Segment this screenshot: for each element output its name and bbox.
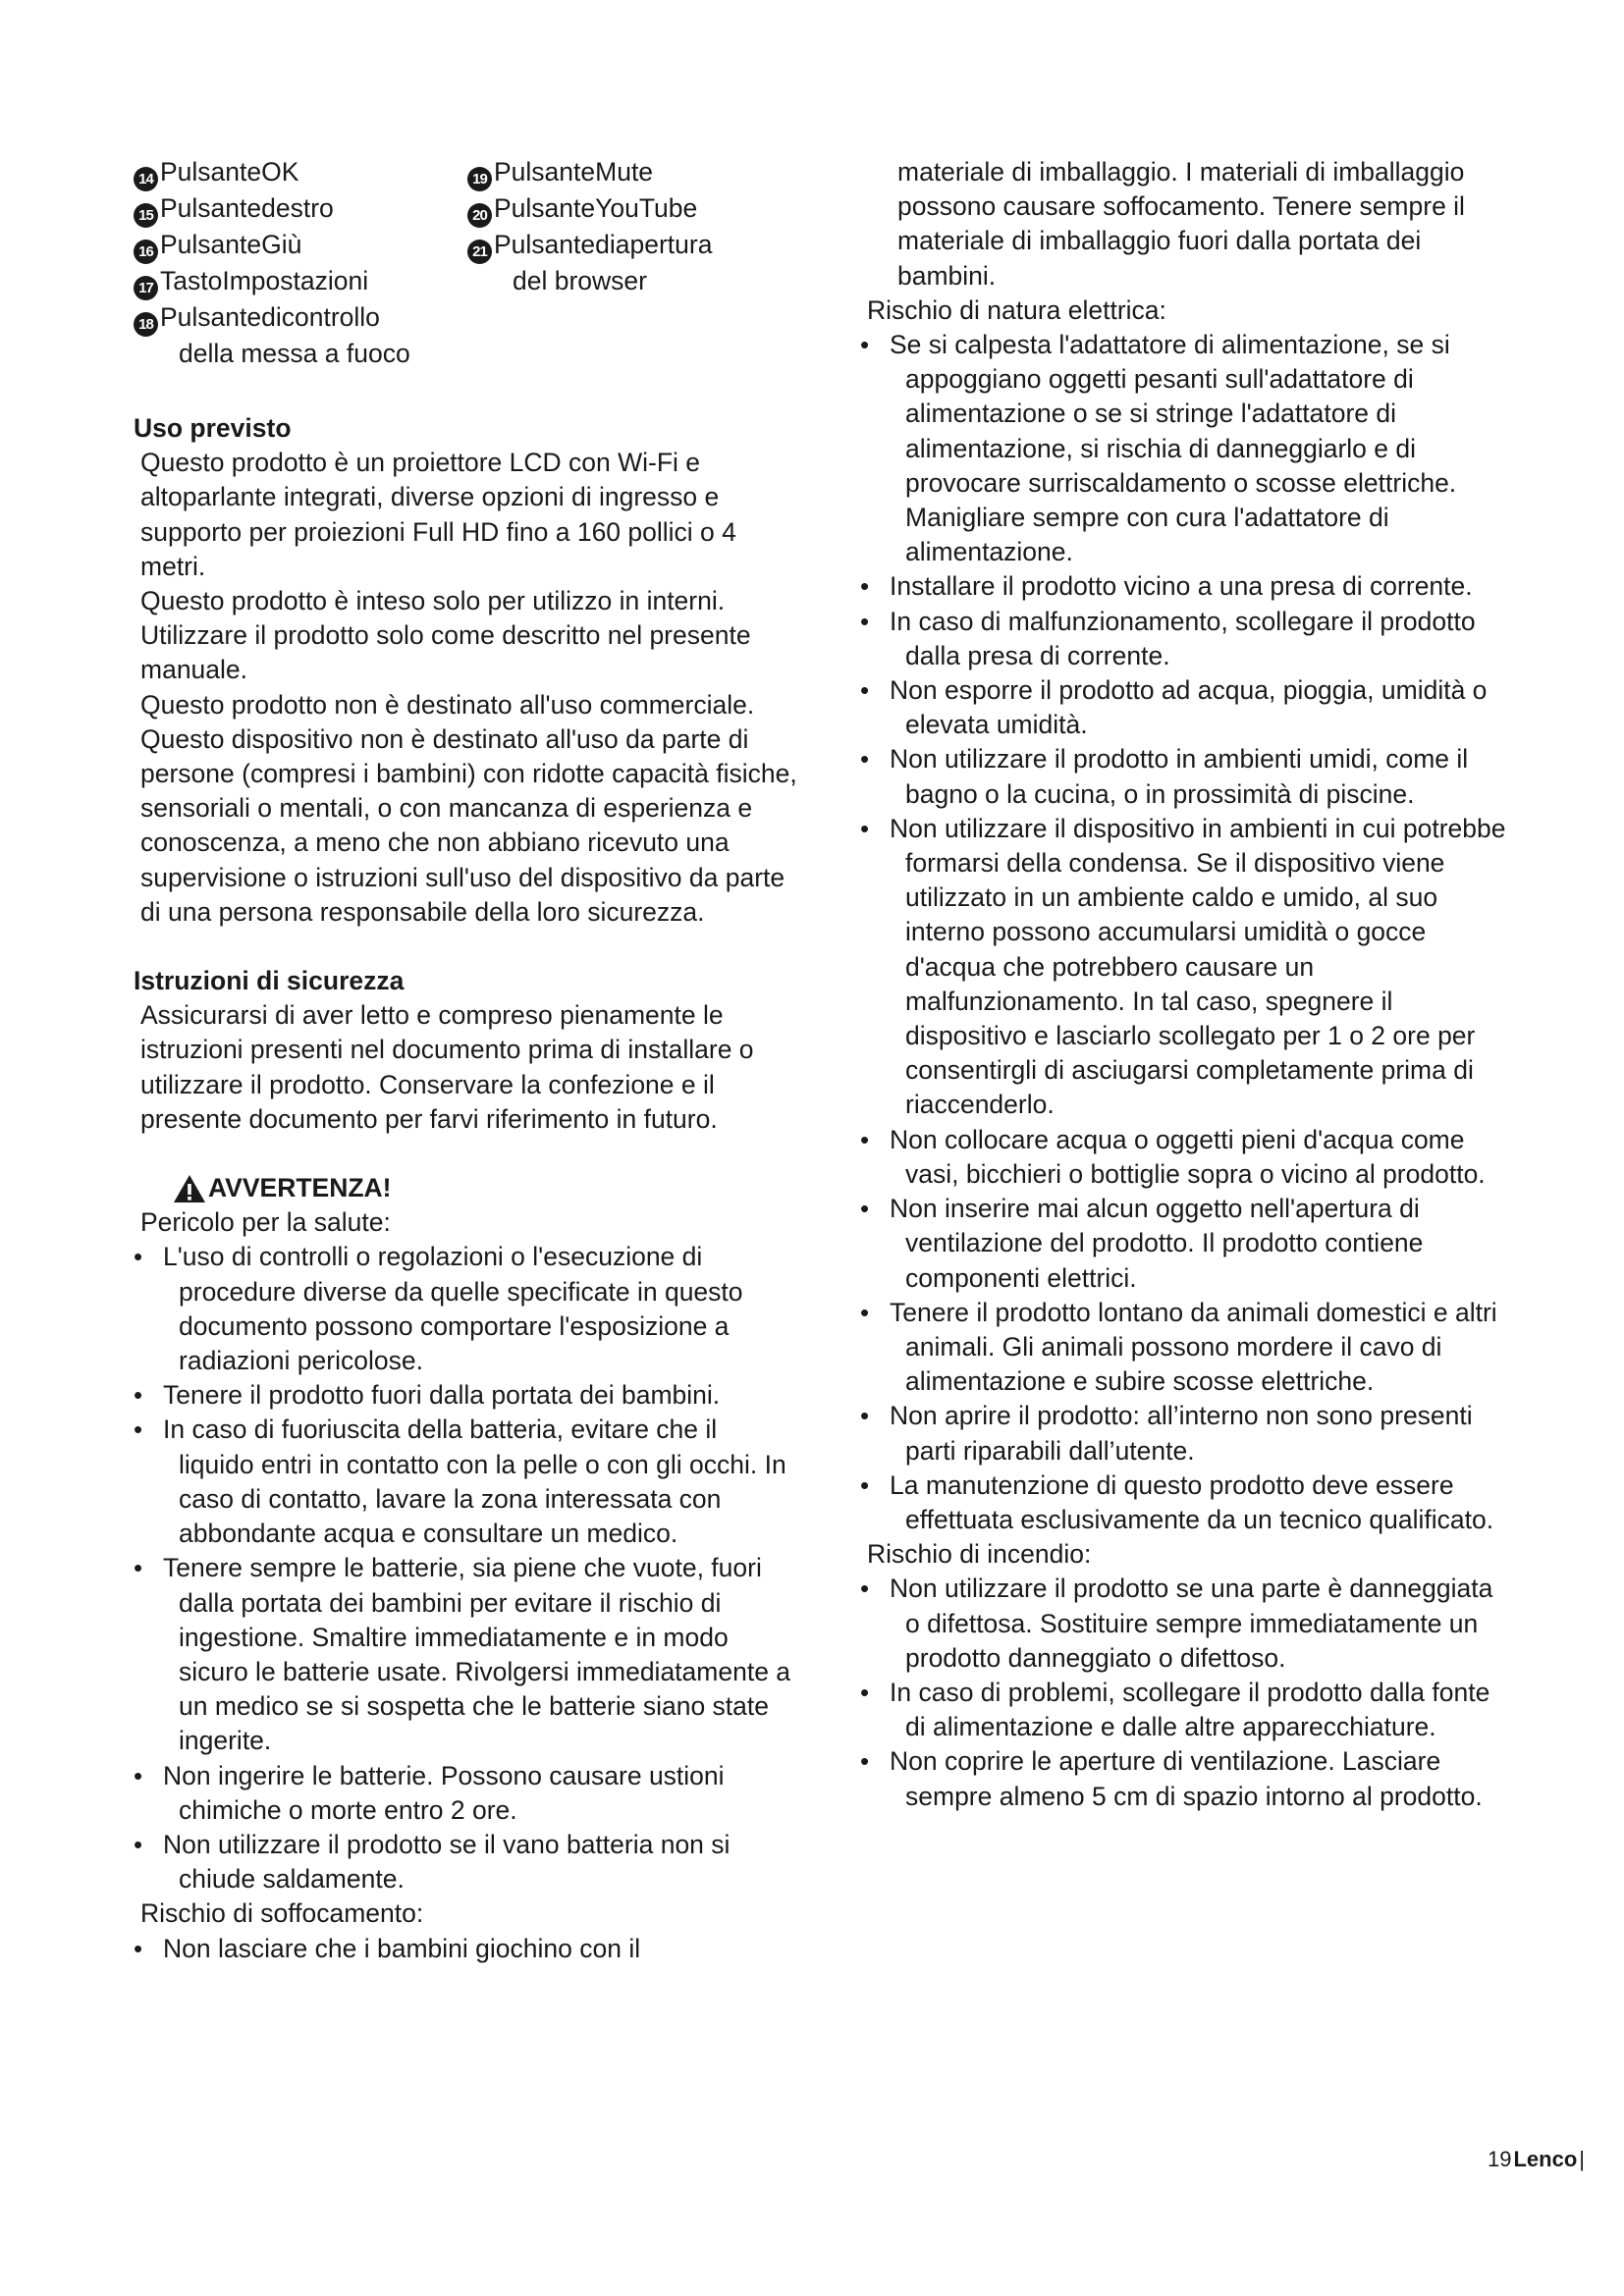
brand-name: Lenco [1513,2147,1578,2171]
list-item: • Non collocare acqua o oggetti pieni d'acqua come vasi, bicchieri o bottiglie sopra o vicino al prodotto. [860,1123,1508,1192]
list-item: • Non aprire il prodotto: all’interno non sono presenti parti riparabili dall’utente. [860,1399,1508,1468]
list-item: • Non utilizzare il dispositivo in ambienti in cui potrebbe formarsi della condensa. Se il dispositivo viene utilizzato in un ambiente caldo e umido, al suo interno possono accumularsi umidità o gocce d'acqua che potrebbero causare un malfunzionamento. In tal caso, spegnere il dispositivo e lasciarlo scollegato per 1 o 2 ore per consentirgli di asciugarsi completamente prima di riaccenderlo. [860,812,1508,1123]
list-item: • Non inserire mai alcun oggetto nell'apertura di ventilazione del prodotto. Il prodotto contiene componenti elettrici. [860,1192,1508,1296]
paragraph: Questo dispositivo non è destinato all'uso da parte di persone (compresi i bambini) con ridotte capacità fisiche, sensoriali o mentali, o con mancanza di esperienza e conoscenza, a meno che non abbiano ricevuto una supervisione o istruzioni sull'uso del dispositivo da parte di una persona responsabile della loro sicurezza. [140,723,797,927]
bullet-list-salute [134,1240,797,1896]
list-item: • Non utilizzare il prodotto se una parte è danneggiata o difettosa. Sostituire sempre immediatamente un prodotto danneggiato o difettoso. [860,1572,1508,1676]
number-badge: 21 [467,240,492,264]
number-badge: 19 [467,167,492,191]
list-item-continuation: materiale di imballaggio. I materiali di imballaggio possono causare soffocamento. Tenere sempre il materiale di imballaggio fuori dalla portata dei bambini. [897,157,1465,291]
key-item: 18 Pulsantedicontrollo [134,300,458,337]
number-badge: 20 [467,203,492,228]
number-badge: 15 [134,203,158,228]
paragraph: Questo prodotto è un proiettore LCD con Wi-Fi e altoparlante integrati, diverse opzioni di ingresso e supporto per proiezioni Full HD fino a 160 pollici o 4 metri. [140,448,736,581]
list-item: • Non utilizzare il prodotto se il vano batteria non si chiude saldamente. [134,1828,797,1896]
list-item: • In caso di fuoriuscita della batteria, evitare che il liquido entri in contatto con la pelle o con gli occhi. In caso di contatto, lavare la zona interessata con abbondante acqua e consultare un medico. [134,1413,797,1551]
bullet-list-incendio [860,1572,1508,1813]
key-item: 15 Pulsantedestro [134,191,458,228]
subheading: Pericolo per la salute: [140,1207,391,1238]
bullet-list-elettrica [860,328,1508,1537]
warning-icon [173,1174,206,1203]
list-item: • Non ingerire le batterie. Possono causare ustioni chimiche o morte entro 2 ore. [134,1759,797,1828]
list-item: • La manutenzione di questo prodotto deve essere effettuata esclusivamente da un tecnico qualificato. [860,1468,1508,1537]
list-item: • Se si calpesta l'adattatore di alimentazione, se si appoggiano oggetti pesanti sull'adattatore di alimentazione o se si stringe l'adattatore di alimentazione, si rischia di danneggiarlo e di provocare surriscaldamento o scosse elettriche. Manigliare sempre con cura l'adattatore di alimentazione. [860,328,1508,569]
list-item: • Tenere il prodotto lontano da animali domestici e altri animali. Gli animali possono mordere il cavo di alimentazione e subire scosse elettriche. [860,1296,1508,1400]
list-item: • Tenere il prodotto fuori dalla portata dei bambini. [134,1378,797,1413]
list-item: • L'uso di controlli o regolazioni o l'esecuzione di procedure diverse da quelle specificate in questo documento possono comportare l'esposizione a radiazioni pericolose. [134,1240,797,1378]
number-badge: 16 [134,240,158,264]
key-item: 16 PulsanteGiù [134,228,458,264]
bullet-list-soffocamento [134,1932,797,1966]
number-badge: 18 [134,312,158,337]
heading-istruzioni-sicurezza: Istruzioni di sicurezza [134,966,405,996]
page-number: 19 [1488,2147,1512,2171]
number-badge: 14 [134,167,158,191]
right-column [860,155,1508,1814]
key-item: 20 PulsanteYouTube [467,191,791,228]
list-item: • Installare il prodotto vicino a una presa di corrente. [860,569,1508,604]
key-item: 14 PulsanteOK [134,155,458,191]
key-item: 17 TastoImpostazioni [134,264,458,300]
paragraph: Assicurarsi di aver letto e compreso pienamente le istruzioni presenti nel documento prima di installare o utilizzare il prodotto. Conservare la confezione e il presente documento per farvi riferimento in futuro. [140,1000,754,1134]
key-item: 19 PulsanteMute [467,155,791,191]
key-item-continuation: del browser [513,266,647,295]
key-item: 21 Pulsantediapertura [467,228,791,264]
heading-uso-previsto: Uso previsto [134,413,292,443]
subheading: Rischio di natura elettrica: [867,294,1166,325]
subheading: Rischio di soffocamento: [140,1898,424,1929]
list-item: • Tenere sempre le batterie, sia piene che vuote, fuori dalla portata dei bambini per evitare il rischio di ingestione. Smaltire immediatamente e in modo sicuro le batterie usate. Rivolgersi immediatamente a un medico se si sospetta che le batterie siano state ingerite. [134,1551,797,1758]
paragraph: Utilizzare il prodotto solo come descritto nel presente manuale. [140,620,751,685]
list-item: • Non utilizzare il prodotto in ambienti umidi, come il bagno o la cucina, o in prossimità di piscine. [860,742,1508,811]
separator: | [1579,2147,1585,2171]
list-item: • Non esporre il prodotto ad acqua, pioggia, umidità o elevata umidità. [860,673,1508,742]
list-item: • Non coprire le aperture di ventilazione. Lasciare sempre almeno 5 cm di spazio intorno al prodotto. [860,1744,1508,1813]
page-footer [1488,2147,1585,2172]
left-column [134,155,797,1966]
list-item: • Non lasciare che i bambini giochino con il [134,1932,797,1966]
list-item: • In caso di malfunzionamento, scollegare il prodotto dalla presa di corrente. [860,605,1508,673]
warning-heading: AVVERTENZA! [134,1171,797,1205]
key-item-continuation: della messa a fuoco [179,339,410,368]
subheading: Rischio di incendio: [867,1539,1092,1570]
paragraph: Questo prodotto non è destinato all'uso commerciale. [140,689,755,720]
number-badge: 17 [134,276,158,300]
list-item: • In caso di problemi, scollegare il prodotto dalla fonte di alimentazione e dalle altre apparecchiature. [860,1676,1508,1744]
remote-key-list [134,155,797,377]
paragraph: Questo prodotto è inteso solo per utilizzo in interni. [140,586,726,616]
